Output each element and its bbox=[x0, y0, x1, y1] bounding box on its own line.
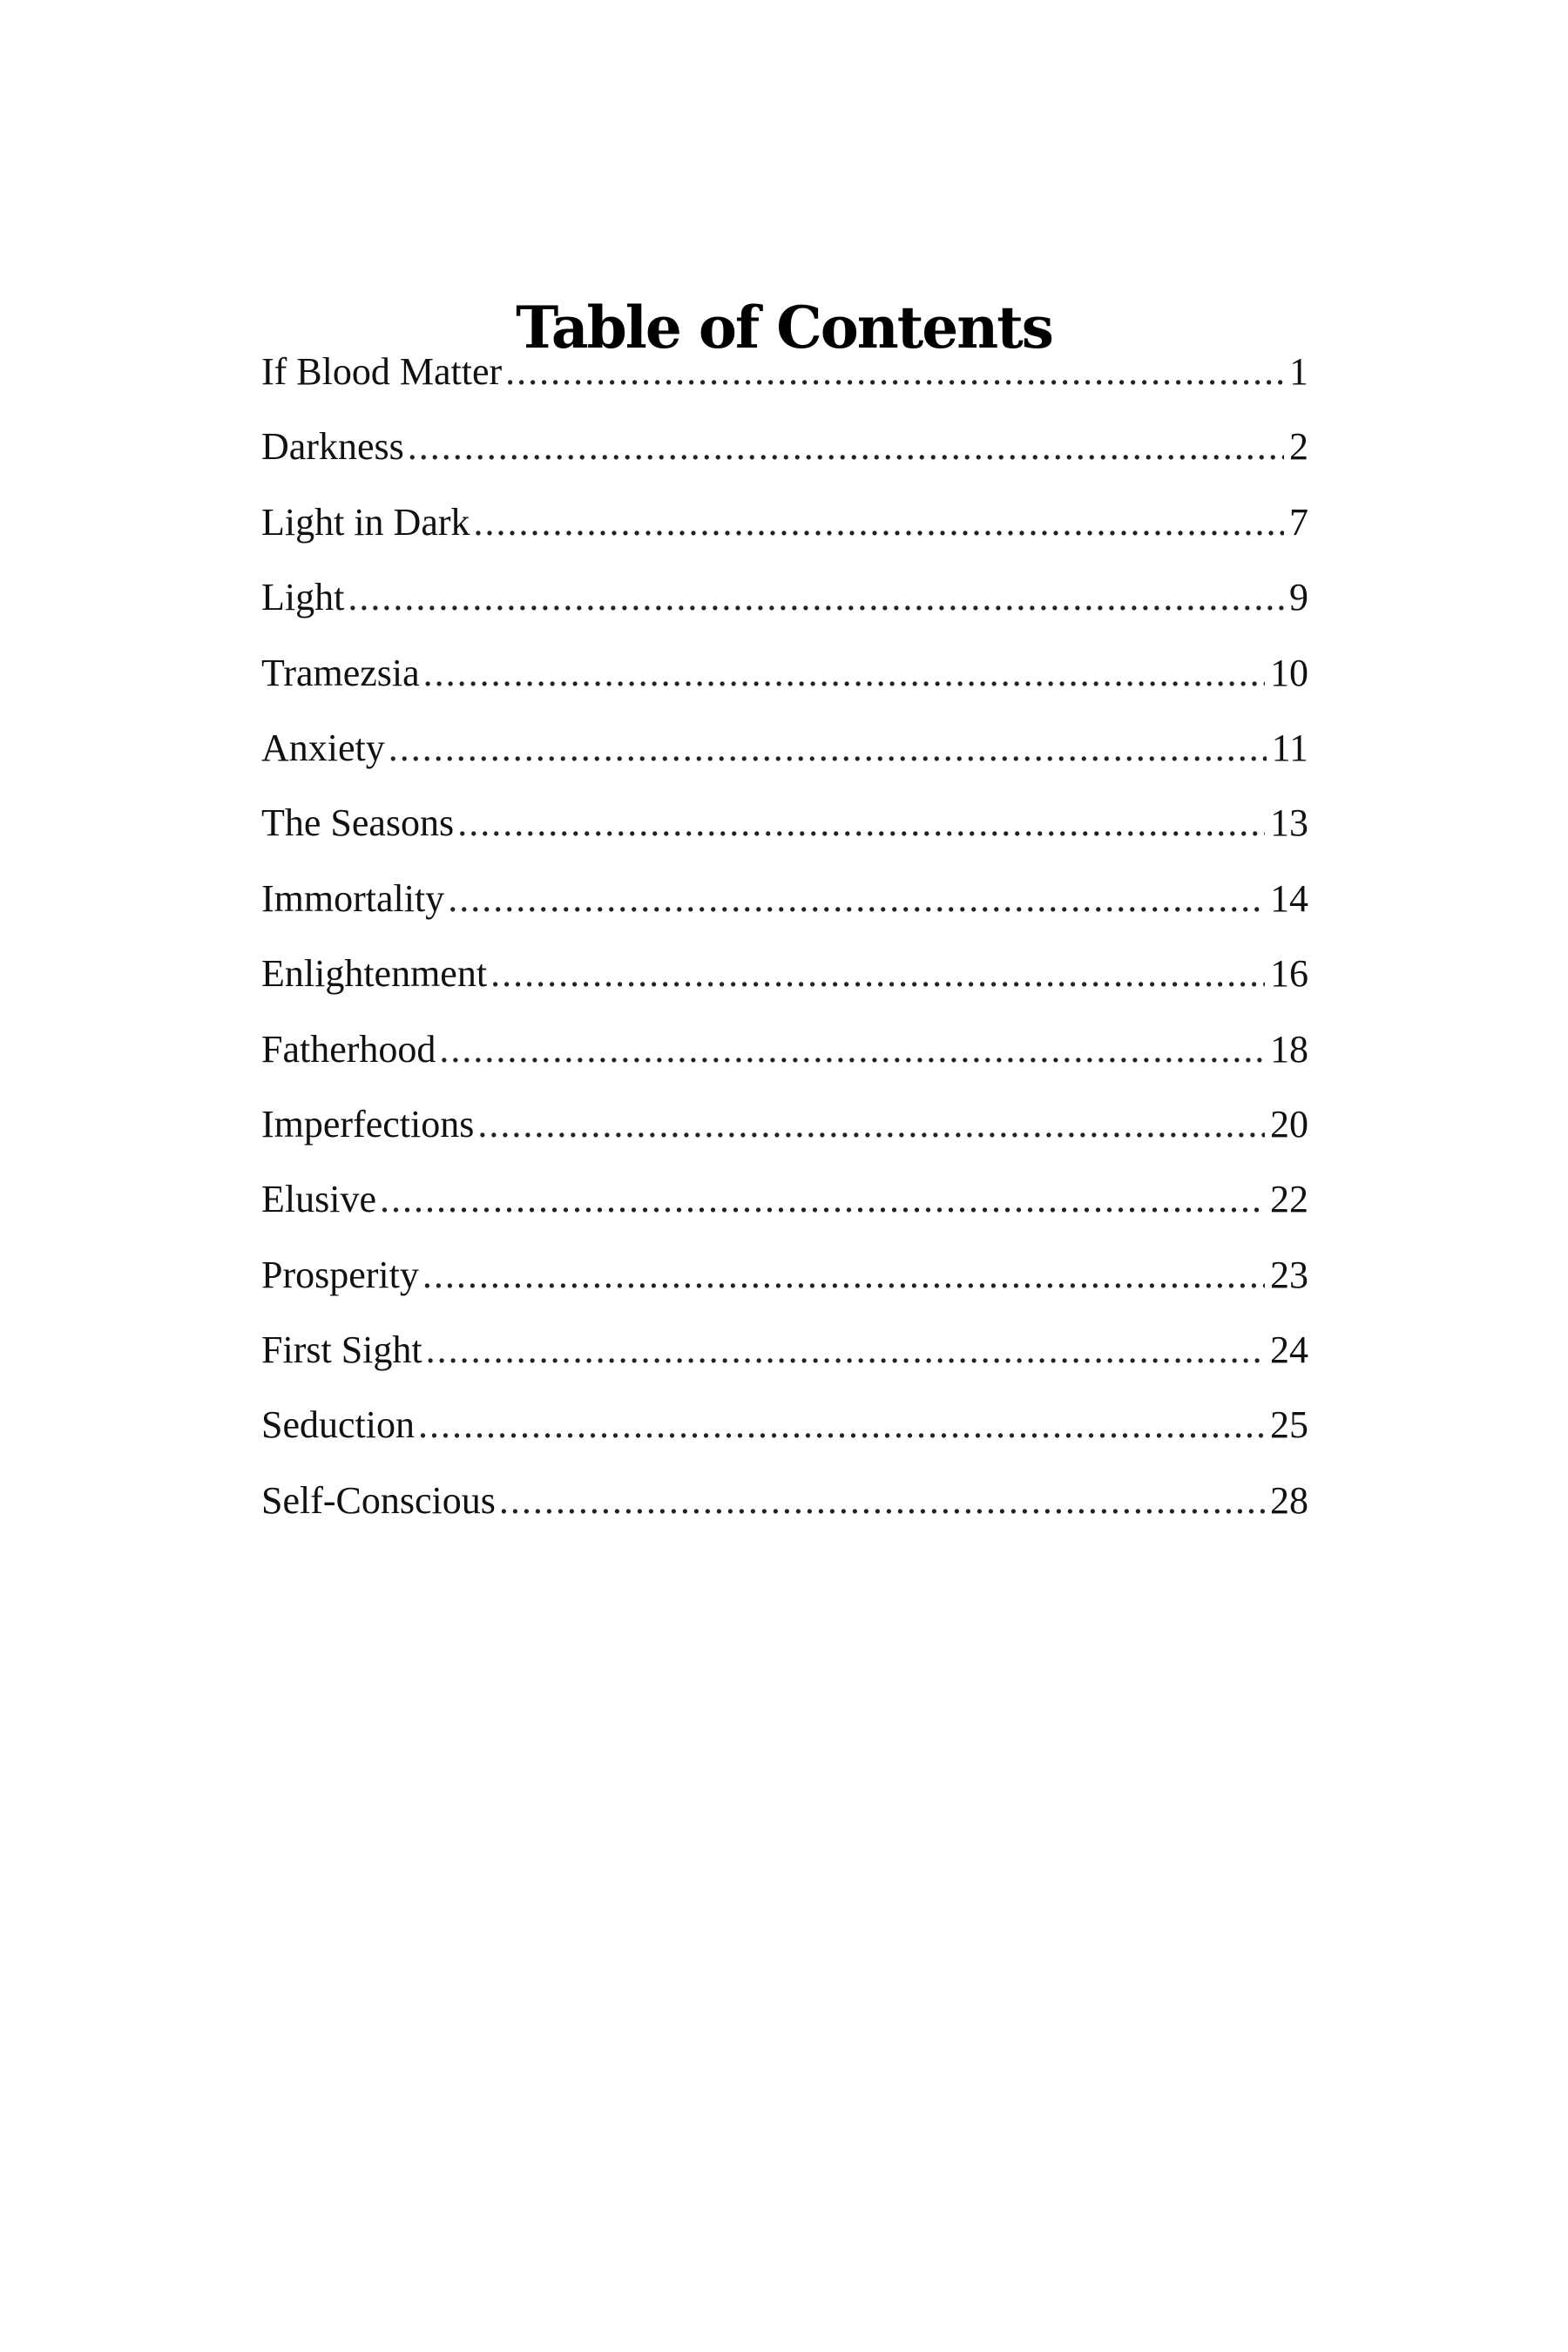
toc-entry bbox=[261, 1238, 1308, 1313]
dot-leader bbox=[426, 1313, 1265, 1388]
toc-entry bbox=[261, 409, 1308, 484]
toc-page-number: 18 bbox=[1270, 1027, 1308, 1071]
toc-entry-title: Seduction bbox=[261, 1403, 415, 1447]
page-title: Table of Contents bbox=[516, 294, 1052, 362]
toc-entry-title: Imperfections bbox=[261, 1102, 475, 1146]
toc-page-number: 7 bbox=[1289, 500, 1308, 544]
dot-leader bbox=[422, 1238, 1265, 1313]
dot-leader bbox=[389, 711, 1267, 786]
toc-page-number: 22 bbox=[1270, 1178, 1308, 1221]
toc-page-number: 28 bbox=[1270, 1478, 1308, 1522]
toc-entry bbox=[261, 1313, 1308, 1388]
dot-leader bbox=[380, 1162, 1265, 1237]
dot-leader bbox=[448, 862, 1265, 936]
toc-page-number: 14 bbox=[1270, 876, 1308, 920]
toc-page-number: 10 bbox=[1270, 651, 1308, 694]
dot-leader bbox=[477, 1087, 1265, 1162]
toc-entry-title: First Sight bbox=[261, 1328, 422, 1372]
toc-page-number: 13 bbox=[1270, 801, 1308, 845]
toc-entry-title: Darkness bbox=[261, 425, 404, 469]
dot-leader bbox=[505, 335, 1284, 409]
toc-entry bbox=[261, 636, 1308, 711]
toc-entry bbox=[261, 1388, 1308, 1463]
toc-entry bbox=[261, 1162, 1308, 1237]
toc-entry-title: Enlightenment bbox=[261, 952, 488, 996]
toc-page-number: 20 bbox=[1270, 1102, 1308, 1146]
toc-page-number: 23 bbox=[1270, 1253, 1308, 1296]
toc-page-number: 2 bbox=[1289, 425, 1308, 469]
dot-leader bbox=[418, 1388, 1265, 1463]
toc-entry-title: Elusive bbox=[261, 1178, 376, 1221]
toc-entry-title: Light bbox=[261, 576, 345, 619]
toc-entry bbox=[261, 936, 1308, 1011]
dot-leader bbox=[439, 1012, 1265, 1087]
toc-entry-title: Prosperity bbox=[261, 1253, 419, 1296]
toc-entry-title: Self-Conscious bbox=[261, 1478, 496, 1522]
toc-page-number: 1 bbox=[1289, 350, 1308, 393]
dot-leader bbox=[490, 936, 1265, 1011]
toc-entry bbox=[261, 862, 1308, 936]
dot-leader bbox=[408, 409, 1284, 484]
toc-entry-title: Immortality bbox=[261, 876, 445, 920]
table-of-contents bbox=[261, 335, 1308, 1538]
toc-entry bbox=[261, 1012, 1308, 1087]
toc-page-number: 16 bbox=[1270, 952, 1308, 996]
dot-leader bbox=[457, 786, 1265, 861]
toc-page-number: 24 bbox=[1270, 1328, 1308, 1372]
dot-leader bbox=[423, 636, 1265, 711]
toc-entry-title: Light in Dark bbox=[261, 500, 470, 544]
toc-entry bbox=[261, 1463, 1308, 1538]
toc-entry-title: Tramezsia bbox=[261, 651, 420, 694]
toc-entry bbox=[261, 711, 1308, 786]
toc-entry-title: Fatherhood bbox=[261, 1027, 436, 1071]
toc-entry-title: Anxiety bbox=[261, 726, 385, 769]
toc-entry-title: The Seasons bbox=[261, 801, 455, 845]
toc-page-number: 9 bbox=[1289, 576, 1308, 619]
toc-page-number: 11 bbox=[1271, 726, 1308, 769]
toc-entry bbox=[261, 485, 1308, 560]
toc-entry bbox=[261, 786, 1308, 861]
dot-leader bbox=[348, 560, 1284, 635]
toc-entry bbox=[261, 560, 1308, 635]
dot-leader bbox=[474, 485, 1284, 560]
toc-entry bbox=[261, 335, 1308, 409]
toc-page-number: 25 bbox=[1270, 1403, 1308, 1447]
toc-entry bbox=[261, 1087, 1308, 1162]
dot-leader bbox=[499, 1463, 1265, 1538]
toc-entry-title: If Blood Matter bbox=[261, 350, 503, 393]
